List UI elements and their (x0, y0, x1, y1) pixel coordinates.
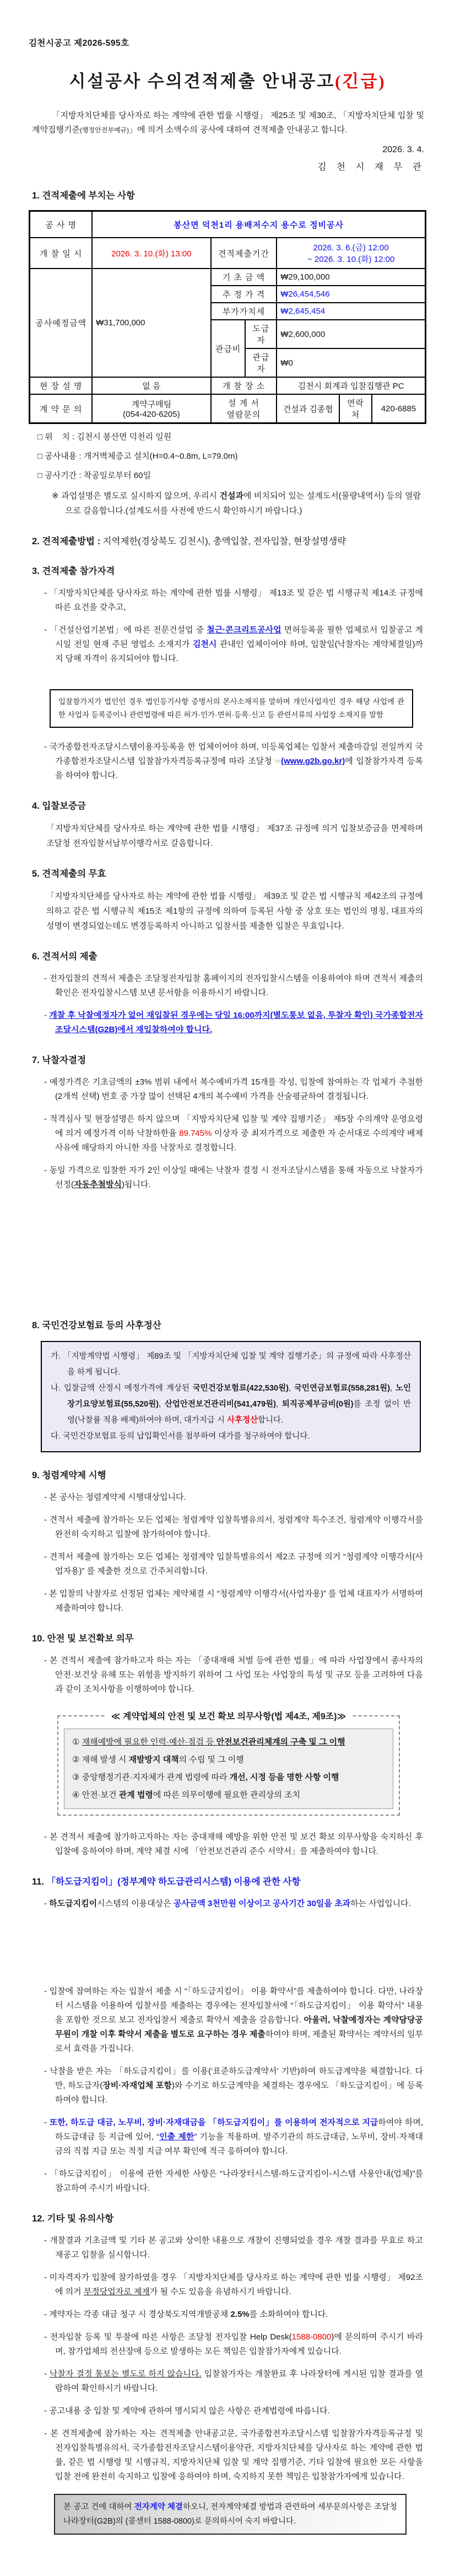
safety-duty-box-title: ≪ 계약업체의 안전 및 보건 확보 의무사항(법 제4조, 제9조)≫ (106, 1709, 352, 1722)
submission-period-end: ~ 2026. 3. 10.(화) 12:00 (307, 255, 395, 264)
business-location-note-box: 입찰참가지가 법인인 경우 법인등기사항 증명서의 본사소재지를 말하며 개인사업자인 경우 해당 사업에 관한 사업자 등록증이나 관련법령에 따른 허가·인가·면허·등록·신고 등 관련서류의 사업장 소재지를 말함 (50, 689, 413, 728)
table-row-project (30, 211, 426, 238)
design-label-line1: 설 계 서 (228, 399, 259, 408)
issuer-name: 김 천 시 재 무 관 (317, 162, 425, 172)
section-10-item-2: - 본 견적서 제출에 참가하고자하는 자는 중대재해 예방을 위한 안전 및 보건 확보 의무사항을 숙지하신 후 입찰에 응하여야 하며, 계약 체결 시에 「안전보건관리 준수 서약서」를 제출하여야 합니다. (44, 1832, 423, 1856)
location-item: □ 위 치 : 김천시 봉산면 덕천리 일원 (37, 432, 172, 442)
section-11-heading: 11. 「하도급지킴이」(정부계약 하도급관리시스템) 이용에 관한 사항 (32, 1877, 301, 1887)
cell-submission-period (277, 238, 425, 269)
section-7-item-1: - 예정가격은 기초금액의 ±3% 범위 내에서 복수예비가격 15개를 작성, 입찰에 참여하는 각 업체가 추첨한(2개씩 선택) 번호 중 가장 많이 선택된 4개의 복수예비 가격을 산술평균하여 결정됩니다. (44, 1077, 423, 1101)
section-12-item-5: - 낙찰자 결정 통보는 별도로 하지 않습니다. 입찰참가자는 개찰완료 후 나라장터에 게시된 입찰 결과를 열람하여 확인하시기 바랍니다. (44, 2369, 423, 2393)
cell-briefing-label: 현 장 설 명 (30, 377, 93, 394)
section-3-item-3: - 국가종합전자조달시스템이용자등록을 한 업체이어야 하며, 미등록업체는 입찰서 제출마감일 전일까지 국가종합전자조달시스템 입찰참가자격등록규정에 따라 조달청 ☞(www.g2b.go.kr)에 입찰참가자격 등록을 하여야 합니다. (44, 742, 423, 780)
section-10-item-1: - 본 견적서 제출에 참가하고자 하는 자는 「중대재해 처벌 등에 관한 법률」에 따라 사업장에서 종사자의 안전·보건상 유해 또는 위험을 방지하기 위하여 그 사업 또는 사업장의 특성 및 규모 등을 고려하여 다음과 같이 조치사항을 이행하여야 합니다. (44, 1656, 423, 1694)
cell-project-label: 공 사 명 (30, 211, 93, 238)
page-gap (29, 1911, 426, 1976)
section-12-heading: 12. 기타 및 유의사항 (32, 2214, 114, 2224)
cell-openplace-value: 김천시 회계과 입찰집행관 PC (277, 377, 425, 394)
cell-gov-label: 관급자 (245, 348, 277, 377)
cell-design-label (211, 394, 277, 423)
submission-period-start: 2026. 3. 6.(금) 12:00 (313, 243, 389, 253)
cell-base-value: ₩29,100,000 (277, 269, 425, 286)
cell-opening-datetime: 2026. 3. 10.(화) 13:00 (92, 238, 210, 269)
section-12-item-6: - 공고내용 중 입찰 및 계약에 관하여 명시되지 않은 사항은 관계법령에 따릅니다. (44, 2406, 330, 2416)
design-label-line2: 열람문의 (226, 410, 261, 420)
cell-contractor-label: 도급자 (245, 320, 277, 348)
table-row-opening (30, 238, 426, 269)
page-title-text: 시설공사 수의견적제출 안내공고 (69, 72, 335, 91)
section-11-item-5: - 「하도급지킴이」 이용에 관한 자세한 사항은 “나라장터시스템-하도급지킴이-시스템 사용안내(업체)”를 참고하여 주시기 바랍니다. (44, 2169, 423, 2193)
cell-contact-team (92, 394, 210, 423)
section-9-item-1: - 본 공사는 청렴계약제 시행대상입니다. (44, 1493, 186, 1502)
cell-estprice-value: ₩26,454,546 (277, 286, 425, 303)
electronic-contract-notice-box: 본 공고 건에 대하여 전자계약 체결하오니, 전자계약체결 방법과 관련하여 세부문의사항은 조달청 나라장터(G2B)의 (콜센터 1588-0800)로 문의하시어 숙지 바랍니다. (54, 2494, 407, 2535)
cell-gov-value: ₩0 (277, 348, 425, 377)
section-9-item-2: - 견적서 제출에 참가하는 모든 업체는 청렴계약 입찰특별유의서, 청렴계약 특수조건, 청렴계약 이행각서를 완전히 숙지하고 입찰에 참가하여야 합니다. (44, 1515, 423, 1539)
design-review-note: ※ 과업설명은 별도로 실시하지 않으며, 우리시 건설과에 비치되어 있는 설계도서(물량내역서) 등의 열람으로 갈음합니다.(설계도서를 사전에 반드시 확인하시기 바랍니다.) (52, 491, 421, 516)
safety-duty-list (64, 1729, 393, 1809)
section-4-heading: 4. 입찰보증금 (32, 801, 86, 811)
section-11-item-1: - 하도급지킴이시스템의 이용대상은 공사금액 3천만원 이상이고 공사기간 30일을 초과하는 사업입니다. (44, 1899, 411, 1908)
section-7-heading: 7. 낙찰자결정 (32, 1055, 86, 1065)
section-11-item-4: - 또한, 하도급 대금, 노무비, 장비·자재대금을 「하도급지킴이」를 이용하여 전자적으로 지급하여야 하며, 하도급대금 등 지급에 있어, “인출 제한” 기능을 적용하며. 발주기관의 하도급대금, 노무비, 장비·자재대금의 직접 지급 또는 적정 지급 여부 확인에 적극 응하여야 합니다. (44, 2118, 423, 2156)
section-3-heading: 3. 견적제출 참가자격 (32, 566, 115, 576)
page-title-urgent-tag: (긴급) (335, 72, 386, 91)
cell-briefing-value: 없 음 (92, 377, 210, 394)
safety-duty-item-3: ③ 중앙행정기관·지자체가 관계 법령에 따라 개선, 시정 등을 명한 사항 이행 (72, 1773, 339, 1782)
page-title (29, 67, 426, 92)
intro-paragraph: 「지방자치단체를 당사자로 하는 계약에 관한 법률 시행령」 제25조 및 제30조, 「지방자치단체 입찰 및 계약집행기준(행정안전부예규)」에 의거 소액수의 공사에 대하여 견적제출 안내공고 합니다. (32, 111, 424, 135)
safety-duty-item-1: ① 재해예방에 필요한 인력·예산·점검 등 안전보건관리체계의 구축 및 그 이행 (72, 1737, 345, 1747)
cell-opening-label: 개 찰 일 시 (30, 238, 93, 269)
section-12-item-4: - 전자입찰 등록 및 투찰에 따른 사항은 조달청 전자입찰 Help Desk(1588-0800)에 문의하여 주시기 바라며, 참가업체의 전산장애 등으로 발생하는 모든 책임은 입찰참가자에게 있습니다. (44, 2332, 423, 2356)
page-gap (29, 1192, 426, 1302)
contact-team-name: 계약구매팀 (131, 400, 172, 409)
notice-number: 김천시공고 제2026-595호 (29, 39, 129, 48)
section-5-heading: 5. 견적제출의 무효 (32, 869, 106, 879)
cell-phone-value: 420-6885 (372, 394, 426, 423)
section-7-item-2: - 적격심사 및 현장설명은 하지 않으며 「지방자치단체 입찰 및 계약 집행기준」 제5장 수의계약 운영요령에 의거 예정가격 이하 낙찰하한율 89.745% 이상자 중 최저가격으로 제출한 자 순서대로 수의계약 배제사유에 해당하지 아니한 자를 낙찰자로 결정합니다. (44, 1114, 423, 1152)
section-7-item-3: - 동일 가격으로 입찰한 자가 2인 이상일 때에는 낙찰자 결정 시 전자조달시스템을 통해 자동으로 낙찰자가 선정(자동추첨방식)됩니다. (44, 1166, 423, 1189)
section-6-item-1: - 전자입찰의 견적서 제출은 조달청전자입찰 홈페이지의 전자입찰시스템을 이용하여야 하며 견적서 제출의 확인은 전자입찰시스템 보낸 문서함을 이용하시기 바랍니다. (44, 974, 423, 997)
safety-duty-box (57, 1712, 400, 1816)
section-9-item-4: - 본 입찰의 낙찰자로 선정된 업체는 계약체결 시 “청렴계약 이행각서(사업자용)” 를 업체 대표자가 서명하여 제출하여야 합니다. (44, 1589, 423, 1613)
work-period-item: □ 공사기간 : 착공일로부터 60일 (37, 471, 151, 480)
section-12-item-2: - 미자격자가 입찰에 참가하였을 경우 「지방자치단체를 당사자로 하는 계약에 관한 법률 시행령」 제92조에 의거 부정당업자로 제재가 될 수도 있음을 유념하시기 바랍니다. (44, 2273, 423, 2296)
cell-design-contact: 건설과 김종협 (277, 394, 339, 423)
section-11-item-2: - 입찰에 참여하는 자는 입찰서 제출 시 “「하도급지킴이」 이용 확약서”를 제출하여야 합니다. 다만, 나라장터 시스템을 이용하여 입찰서를 제출하는 경우에는 전자입찰서에 “「하도급지킴이」 이용 확약서” 내용을 포함한 것으로 보고 전자입찰서 제출로 확약서 제출을 갈음합니다. 아울러, 낙찰예정자는 계약담당공무원이 개찰 이후 확약서 제출을 별도로 요구하는 경우 제출하여야 하며, 제출된 확약서는 계약서의 일부로서 효력을 가집니다. (44, 1987, 424, 2053)
cell-openplace-label: 개 찰 장 소 (211, 377, 277, 394)
section-10-heading: 10. 안전 및 보건확보 의무 (32, 1634, 134, 1644)
cell-contractor-value: ₩2,600,000 (277, 320, 425, 348)
safety-duty-item-4: ④ 안전·보건 관계 법령에 따른 의무이행에 필요한 관리상의 조치 (72, 1790, 301, 1800)
section-8-heading: 8. 국민건강보험료 등의 사후정산 (32, 1321, 161, 1330)
cell-estimate-label: 공사예정금액 (30, 269, 93, 377)
safety-duty-item-2: ② 재해 발생 시 재발방지 대책의 수립 및 그 이행 (72, 1755, 244, 1764)
work-content-item: □ 공사내용 : 개거벽체증고 설치(H=0.4~0.8m, L=79.0m) (37, 452, 238, 461)
insurance-settlement-box (41, 1341, 421, 1452)
settlement-item-ga: 가. 「지방계약법 시행령」 제89조 및 「지방자치단체 입찰 및 계약 집행기준」의 규정에 따라 사후정산을 하게 됩니다. (51, 1352, 411, 1377)
cell-estprice-label: 추 정 가 격 (211, 286, 277, 303)
cell-phone-label: 연락처 (339, 394, 372, 423)
section-1-heading: 1. 견적제출에 부치는 사항 (32, 191, 135, 201)
settlement-item-da: 다. 국민건강보험료 등의 납입확인서를 첨부하여 대가를 청구하여야 합니다. (51, 1432, 310, 1441)
section-12-item-3: - 계약자는 각종 대금 청구 시 경상북도지역개발공채 2.5%를 소화하여야 합니다. (44, 2310, 328, 2319)
section-6-heading: 6. 견적서의 제출 (32, 952, 98, 962)
table-row-base-amount (30, 269, 426, 286)
cell-submission-label: 견적제출기간 (211, 238, 277, 269)
contact-team-phone: (054-420-6205) (123, 410, 180, 419)
section-5-paragraph: 「지방자치단체를 당사자로 하는 계약에 관한 법률 시행령」 제39조 및 같은 법 시행규칙 제42조의 규정에 의하고 같은 법 시행규칙 제15조 제1항의 규정에 의하여 등록된 사항 중 상호 또는 법인의 명칭, 대표자의 성명이 변경되었는데도 변경등록하지 아니하고 입찰서를 제출한 입찰은 무효입니다. (46, 892, 423, 931)
cell-supplied-label: 관급비 (211, 320, 246, 377)
section-6-item-2: - 개찰 후 낙찰예정자가 없어 재입찰된 경우에는 당일 16:00까지(별도통보 없음, 투찰자 확인) 국가종합전자조달시스템(G2B)에서 재입찰하여야 합니다. (44, 1011, 423, 1034)
cell-project-name: 봉산면 덕천1리 용배저수지 용수로 정비공사 (92, 211, 425, 238)
announcement-date: 2026. 3. 4. (382, 145, 424, 154)
section-3-item-1: - 「지방자치단체를 당사자로 하는 계약에 관한 법률 시행령」 제13조 및 같은 법 시행규칙 제14조 규정에 따른 요건을 갖추고, (44, 588, 423, 612)
cell-estimate-total: ₩31,700,000 (92, 269, 210, 377)
settlement-item-na: 나. 입찰금액 산정시 예정가격에 계상된 국민건강보험료(422,530원), 국민연금보험료(558,281원), 노인장기요양보험료(55,520원), 산업안전보건관리비(541,479원), 퇴직공제부금비(0원)를 조정 없이 반영(낙찰률 적용 배제)하여야 하며, 대가지급 시 사후정산합니다. (51, 1384, 411, 1425)
table-row-site-briefing (30, 377, 426, 394)
cell-vat-value: ₩2,645,454 (277, 303, 425, 320)
cell-contact-label: 계 약 문 의 (30, 394, 93, 423)
section-11-item-3: - 낙찰을 받은 자는 「하도급지킴이」를 이용(‘표준하도급계약서’ 기반)하여 하도급계약을 체결합니다. 다만, 하도급자(장비·자재업체 포함)와 수기로 하도급계약을 체결하는 경우에도 「하도급지킴이」에 등록하여야 합니다. (44, 2067, 424, 2105)
section-3-item-2: - 「건설산업기본법」에 따른 전문건설업 중 철근·콘크리트공사업 면허등록을 필한 업체로서 입찰공고 게시일 전일 현재 주된 영업소 소재지가 김천시 관내인 업체이어야 하며, 입찰일(낙찰자는 계약체결일)까지 당해 자격이 유지되어야 합니다. (44, 625, 423, 663)
section-12-item-1: - 개찰결과 기초금액 및 기타 본 공고와 상이한 내용으로 개찰이 진행되었을 경우 개찰 결과를 무효로 하고 재공고 입찰을 실시합니다. (44, 2236, 423, 2260)
section-9-item-3: - 견적서 제출에 참가하는 모든 업체는 청렴계약 입찰특별유의서 제2조 규정에 의거 “청렴계약 이행각서(사업자용)” 를 제출한 것으로 간주처리합니다. (44, 1552, 423, 1576)
section-4-paragraph: 「지방자치단체를 당사자로 하는 계약에 관한 법률 시행령」 제37조 규정에 의거 입찰보증금을 면제하며 조달청 전자입찰서납부이행각서로 갈음합니다. (46, 824, 423, 848)
section-12-item-7: - 본 견적제출에 참가하는 자는 견적제출 안내공고문, 국가종합전자조달시스템 입찰참가자격등록규정 및 전자입찰특별유의서, 국가종합전자조달시스템이용약관, 지방자치단체를 당사자로 하는 계약에 관한 법률, 같은 법 시행령 및 시행규칙, 지방자치단체 입찰 및 계약 집행기준, 기타 입찰에 필요한 모든 사항을 입찰 전에 완전히 숙지하고 입찰에 응하여야 하며, 숙지하지 못한 책임은 입찰참가자에게 있습니다. (44, 2429, 423, 2481)
bid-info-table (29, 210, 426, 424)
section-9-heading: 9. 청렴계약제 시행 (32, 1471, 106, 1480)
cell-base-label: 기 초 금 액 (211, 269, 277, 286)
table-row-contact (30, 394, 426, 423)
cell-vat-label: 부가가치세 (211, 303, 277, 320)
section-2-heading: 2. 견적제출방법 : 지역제한(경상북도 김천시), 총액입찰, 전자입찰, 현장설명생략 (32, 536, 346, 546)
